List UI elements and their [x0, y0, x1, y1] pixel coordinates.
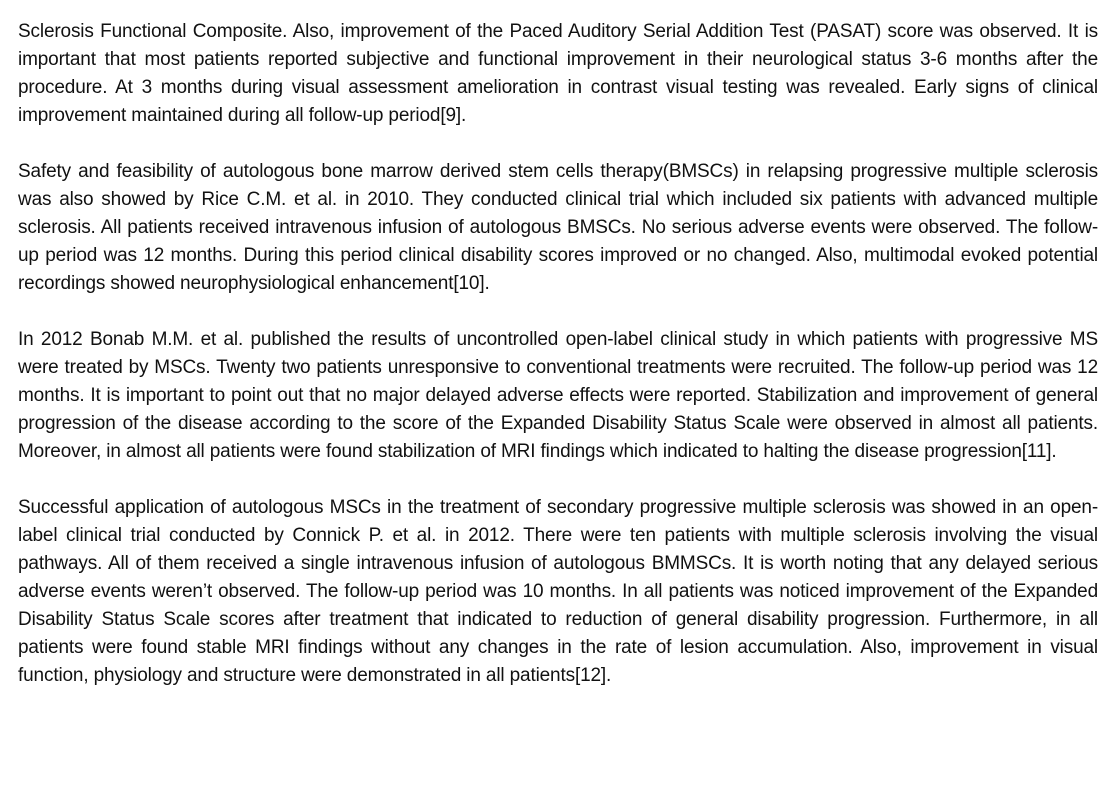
paragraph-pasat-results: Sclerosis Functional Composite. Also, improvement of the Paced Auditory Serial Addition Test (PASAT) score was observed. It is important that most patients reported subjective and functional improvement in their neurological status 3-6 months after the procedure. At 3 months during visual assessment amelioration in contrast visual testing was revealed. Early signs of clinical improvement maintained during all follow-up period[9].	[18, 21, 1098, 126]
paragraph-rice-2010: Safety and feasibility of autologous bone marrow derived stem cells therapy(BMSCs) in relapsing progressive multiple sclerosis was also showed by Rice C.M. et al. in 2010. They conducted clinical trial which included six patients with advanced multiple sclerosis. All patients received intravenous infusion of autologous BMSCs. No serious adverse events were observed. The follow-up period was 12 months. During this period clinical disability scores improved or no changed. Also, multimodal evoked potential recordings showed neurophysiological enhancement[10].	[18, 161, 1098, 294]
paragraph-bonab-2012: In 2012 Bonab M.M. et al. published the results of uncontrolled open-label clinical study in which patients with progressive MS were treated by MSCs. Twenty two patients unresponsive to conventional treatments were recruited. The follow-up period was 12 months. It is important to point out that no major delayed adverse effects were reported. Stabilization and improvement of general progression of the disease according to the score of the Expanded Disability Status Scale were observed in almost all patients. Moreover, in almost all patients were found stabilization of MRI findings which indicated to halting the disease progression[11].	[18, 329, 1098, 462]
paragraph-connick-2012: Successful application of autologous MSCs in the treatment of secondary progressive multiple sclerosis was showed in an open-label clinical trial conducted by Connick P. et al. in 2012. There were ten patients with multiple sclerosis involving the visual pathways. All of them received a single intravenous infusion of autologous BMMSCs. It is worth noting that any delayed serious adverse events weren’t observed. The follow-up period was 10 months. In all patients was noticed improvement of the Expanded Disability Status Scale scores after treatment that indicated to reduction of general disability progression. Furthermore, in all patients were found stable MRI findings without any changes in the rate of lesion accumulation. Also, improvement in visual function, physiology and structure were demonstrated in all patients[12].	[18, 497, 1098, 686]
